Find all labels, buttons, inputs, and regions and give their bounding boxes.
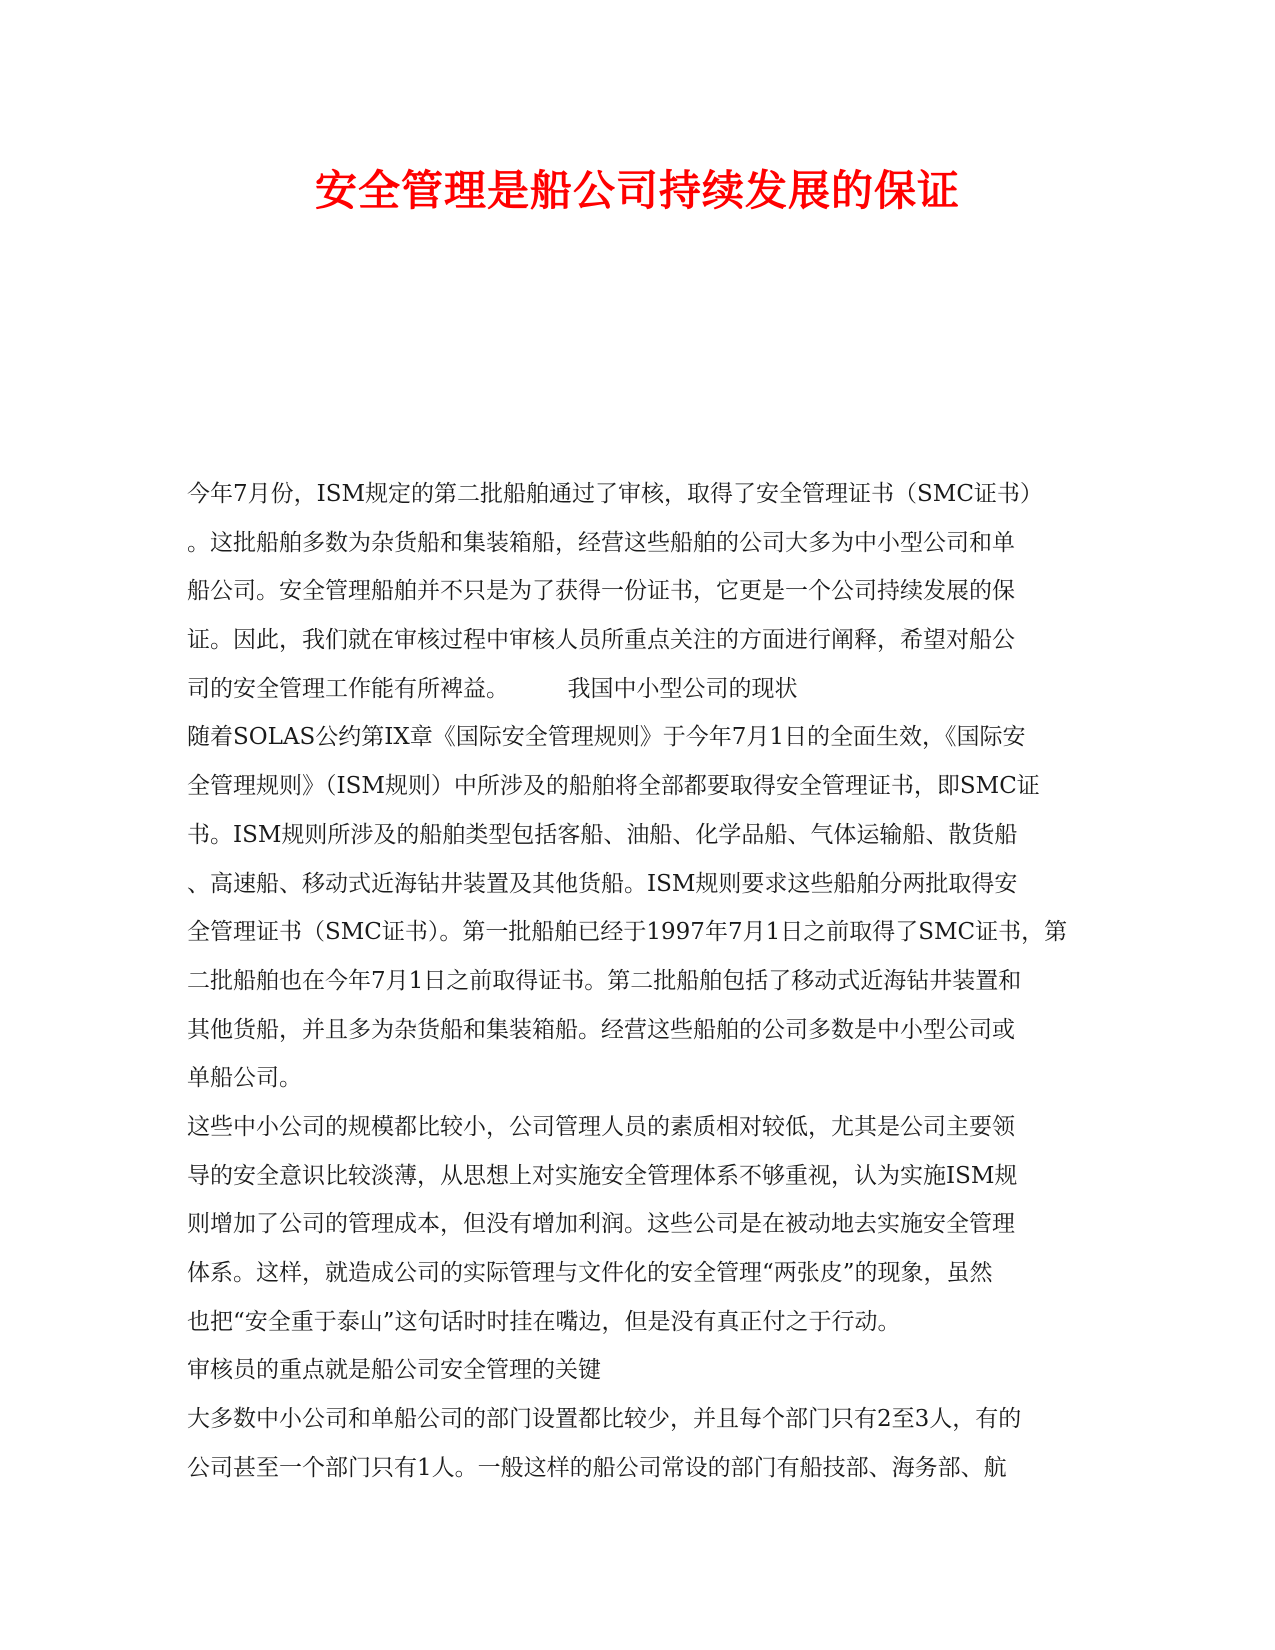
body-line: 二批船舶也在今年7月1日之前取得证书。第二批船舶包括了移动式近海钻井装置和 — [187, 967, 1022, 994]
body-line: 证。因此，我们就在审核过程中审核人员所重点关注的方面进行阐释，希望对船公 — [187, 627, 1015, 654]
body-line: 审核员的重点就是船公司安全管理的关键 — [187, 1357, 601, 1384]
body-line: 这些中小公司的规模都比较小，公司管理人员的素质相对较低，尤其是公司主要领 — [187, 1113, 1015, 1140]
body-line: 全管理规则》（ISM规则）中所涉及的船舶将全部都要取得安全管理证书，即SMC证 — [187, 773, 1040, 800]
body-line: 则增加了公司的管理成本，但没有增加利润。这些公司是在被动地去实施安全管理 — [187, 1211, 1015, 1238]
body-line: 公司甚至一个部门只有1人。一般这样的船公司常设的部门有船技部、海务部、航 — [187, 1454, 1007, 1481]
body-line: 大多数中小公司和单船公司的部门设置都比较少，并且每个部门只有2至3人，有的 — [187, 1406, 1022, 1433]
body-line: 书。ISM规则所涉及的船舶类型包括客船、油船、化学品船、气体运输船、散货船 — [187, 821, 1018, 848]
body-line: 导的安全意识比较淡薄，从思想上对实施安全管理体系不够重视，认为实施ISM规 — [187, 1162, 1018, 1189]
body-line: 全管理证书（SMC证书）。第一批船舶已经于1997年7月1日之前取得了SMC证书，第 — [187, 919, 1068, 946]
body-line: 船公司。安全管理船舶并不只是为了获得一份证书，它更是一个公司持续发展的保 — [187, 578, 1015, 605]
body-line: 今年7月份，ISM规定的第二批船舶通过了审核，取得了安全管理证书（SMC证书） — [187, 481, 1043, 507]
body-line: 、高速船、移动式近海钻井装置及其他货船。ISM规则要求这些船舶分两批取得安 — [187, 870, 1018, 897]
document-title: 安全管理是船公司持续发展的保证 — [314, 166, 960, 215]
body-line: 其他货船，并且多为杂货船和集装箱船。经营这些船舶的公司多数是中小型公司或 — [187, 1016, 1015, 1043]
body-line: 体系。这样，就造成公司的实际管理与文件化的安全管理“两张皮”的现象，虽然 — [187, 1260, 993, 1286]
body-line: 随着SOLAS公约第IX章《国际安全管理规则》于今年7月1日的全面生效，《国际安 — [187, 724, 1026, 751]
document-body — [187, 470, 1087, 1492]
body-line: 也把“安全重于泰山”这句话时时挂在嘴边，但是没有真正付之于行动。 — [187, 1308, 901, 1335]
body-line: 单船公司。 — [187, 1065, 302, 1092]
body-line: 司的安全管理工作能有所裨益。 我国中小型公司的现状 — [187, 675, 798, 702]
body-line: 。这批船舶多数为杂货船和集装箱船，经营这些船舶的公司大多为中小型公司和单 — [187, 529, 1015, 556]
